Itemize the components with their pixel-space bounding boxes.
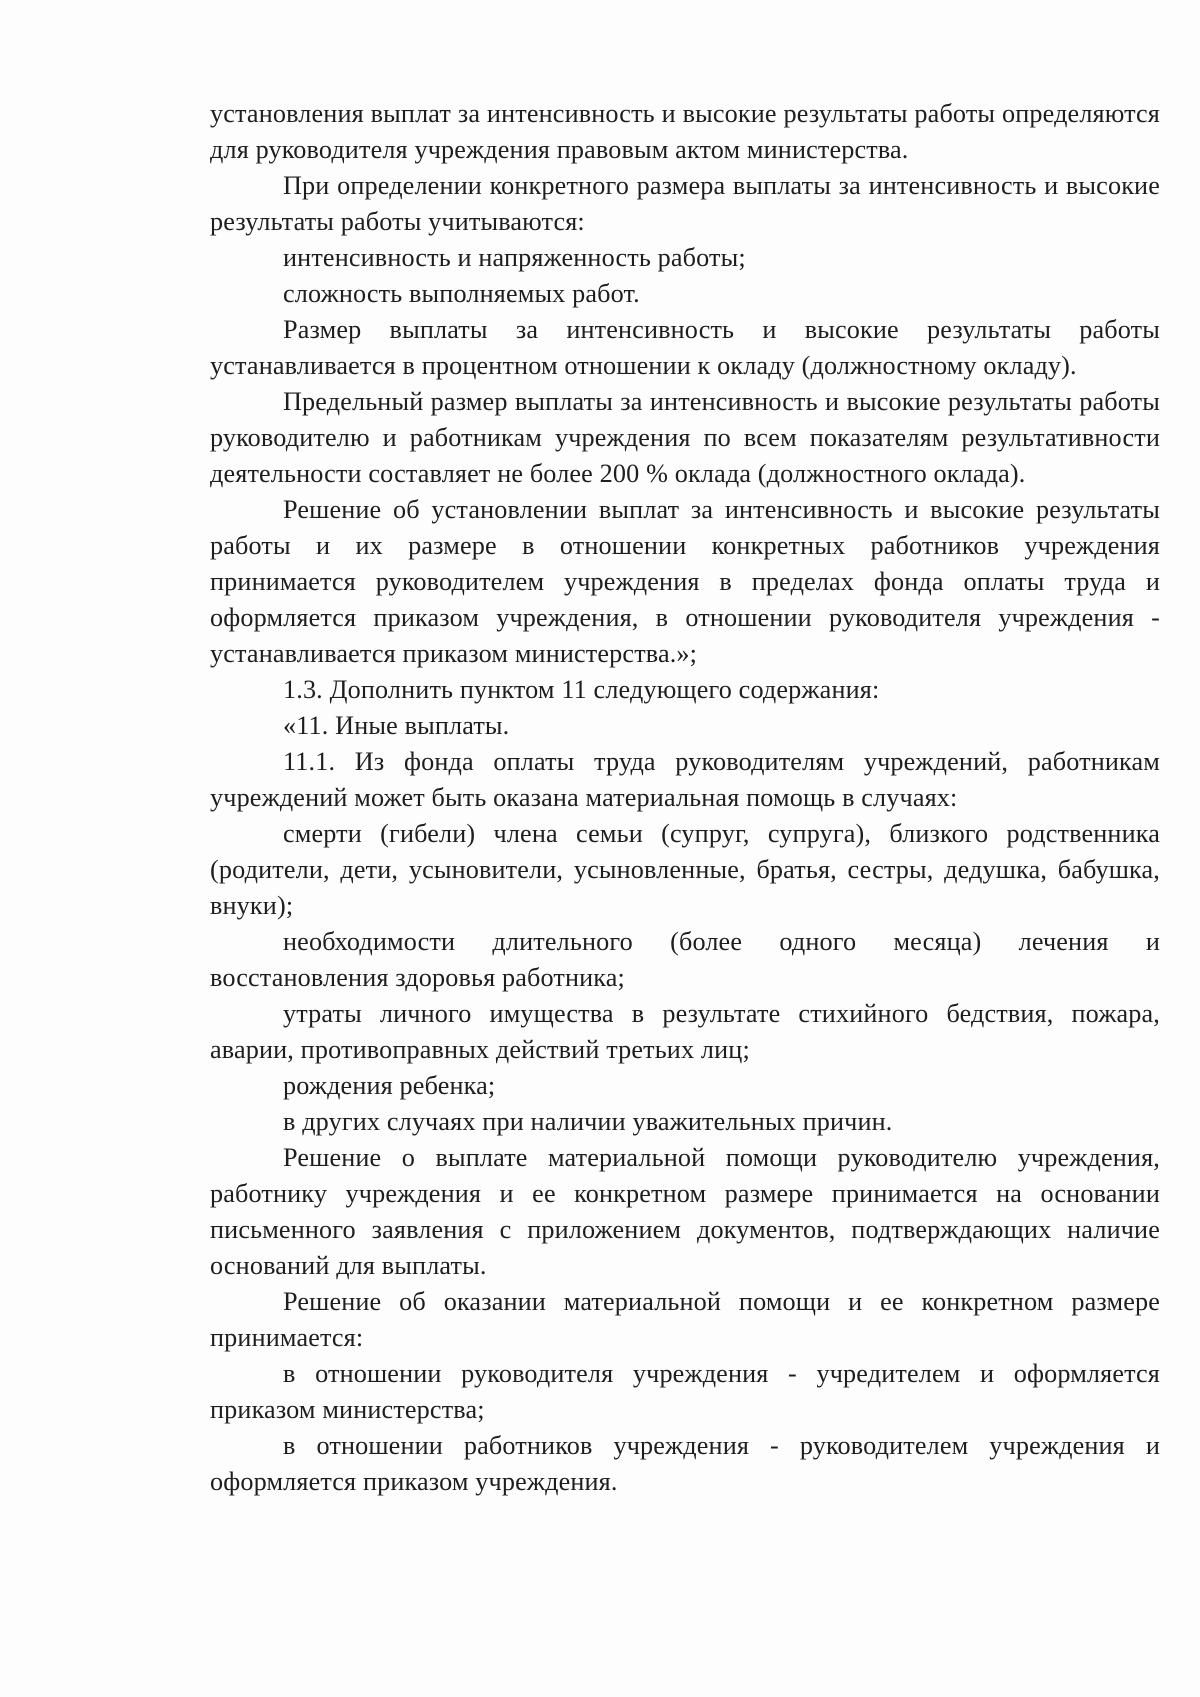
paragraph: «11. Иные выплаты. — [283, 711, 510, 740]
paragraph: утраты личного имущества в результате стихийного бедствия, пожара, аварии, противоправных действий третьих лиц; — [210, 999, 1160, 1064]
paragraph: установления выплат за интенсивность и высокие результаты работы определяются для руководителя учреждения правовым актом министерства. — [210, 99, 1160, 164]
paragraph: Решение о выплате материальной помощи руководителю учреждения, работнику учреждения и ее конкретном размере принимается на основании письменного заявления с приложением документов, подтверждающих наличие оснований для выплаты. — [210, 1143, 1160, 1280]
paragraph: Предельный размер выплаты за интенсивность и высокие результаты работы руководителю и работникам учреждения по всем показателям результативности деятельности составляет не более 200 % оклада (должностного оклада). — [210, 387, 1160, 488]
paragraph: в отношении работников учреждения - руководителем учреждения и оформляется приказом учреждения. — [210, 1431, 1160, 1496]
paragraph: смерти (гибели) члена семьи (супруг, супруга), близкого родственника (родители, дети, усыновители, усыновленные, братья, сестры, дедушка, бабушка, внуки); — [210, 819, 1160, 920]
paragraph: 1.3. Дополнить пунктом 11 следующего содержания: — [283, 675, 880, 704]
paragraph: в отношении руководителя учреждения - учредителем и оформляется приказом министерства; — [210, 1359, 1160, 1424]
document-body — [210, 96, 1160, 1500]
paragraph: Размер выплаты за интенсивность и высокие результаты работы устанавливается в процентном отношении к окладу (должностному окладу). — [210, 315, 1160, 380]
paragraph: Решение об установлении выплат за интенсивность и высокие результаты работы и их размере в отношении конкретных работников учреждения принимается руководителем учреждения в пределах фонда оплаты труда и оформляется приказом учреждения, в отношении руководителя учреждения - устанавливается приказом министерства.»; — [210, 495, 1160, 668]
paragraph: интенсивность и напряженность работы; — [283, 243, 746, 272]
paragraph: 11.1. Из фонда оплаты труда руководителям учреждений, работникам учреждений может быть оказана материальная помощь в случаях: — [210, 747, 1160, 812]
paragraph: необходимости длительного (более одного месяца) лечения и восстановления здоровья работника; — [210, 927, 1160, 992]
paragraph: При определении конкретного размера выплаты за интенсивность и высокие результаты работы учитываются: — [210, 171, 1160, 236]
paragraph: в других случаях при наличии уважительных причин. — [283, 1107, 893, 1136]
paragraph: Решение об оказании материальной помощи и ее конкретном размере принимается: — [210, 1287, 1160, 1352]
paragraph: рождения ребенка; — [283, 1071, 496, 1100]
paragraph: сложность выполняемых работ. — [283, 279, 640, 308]
